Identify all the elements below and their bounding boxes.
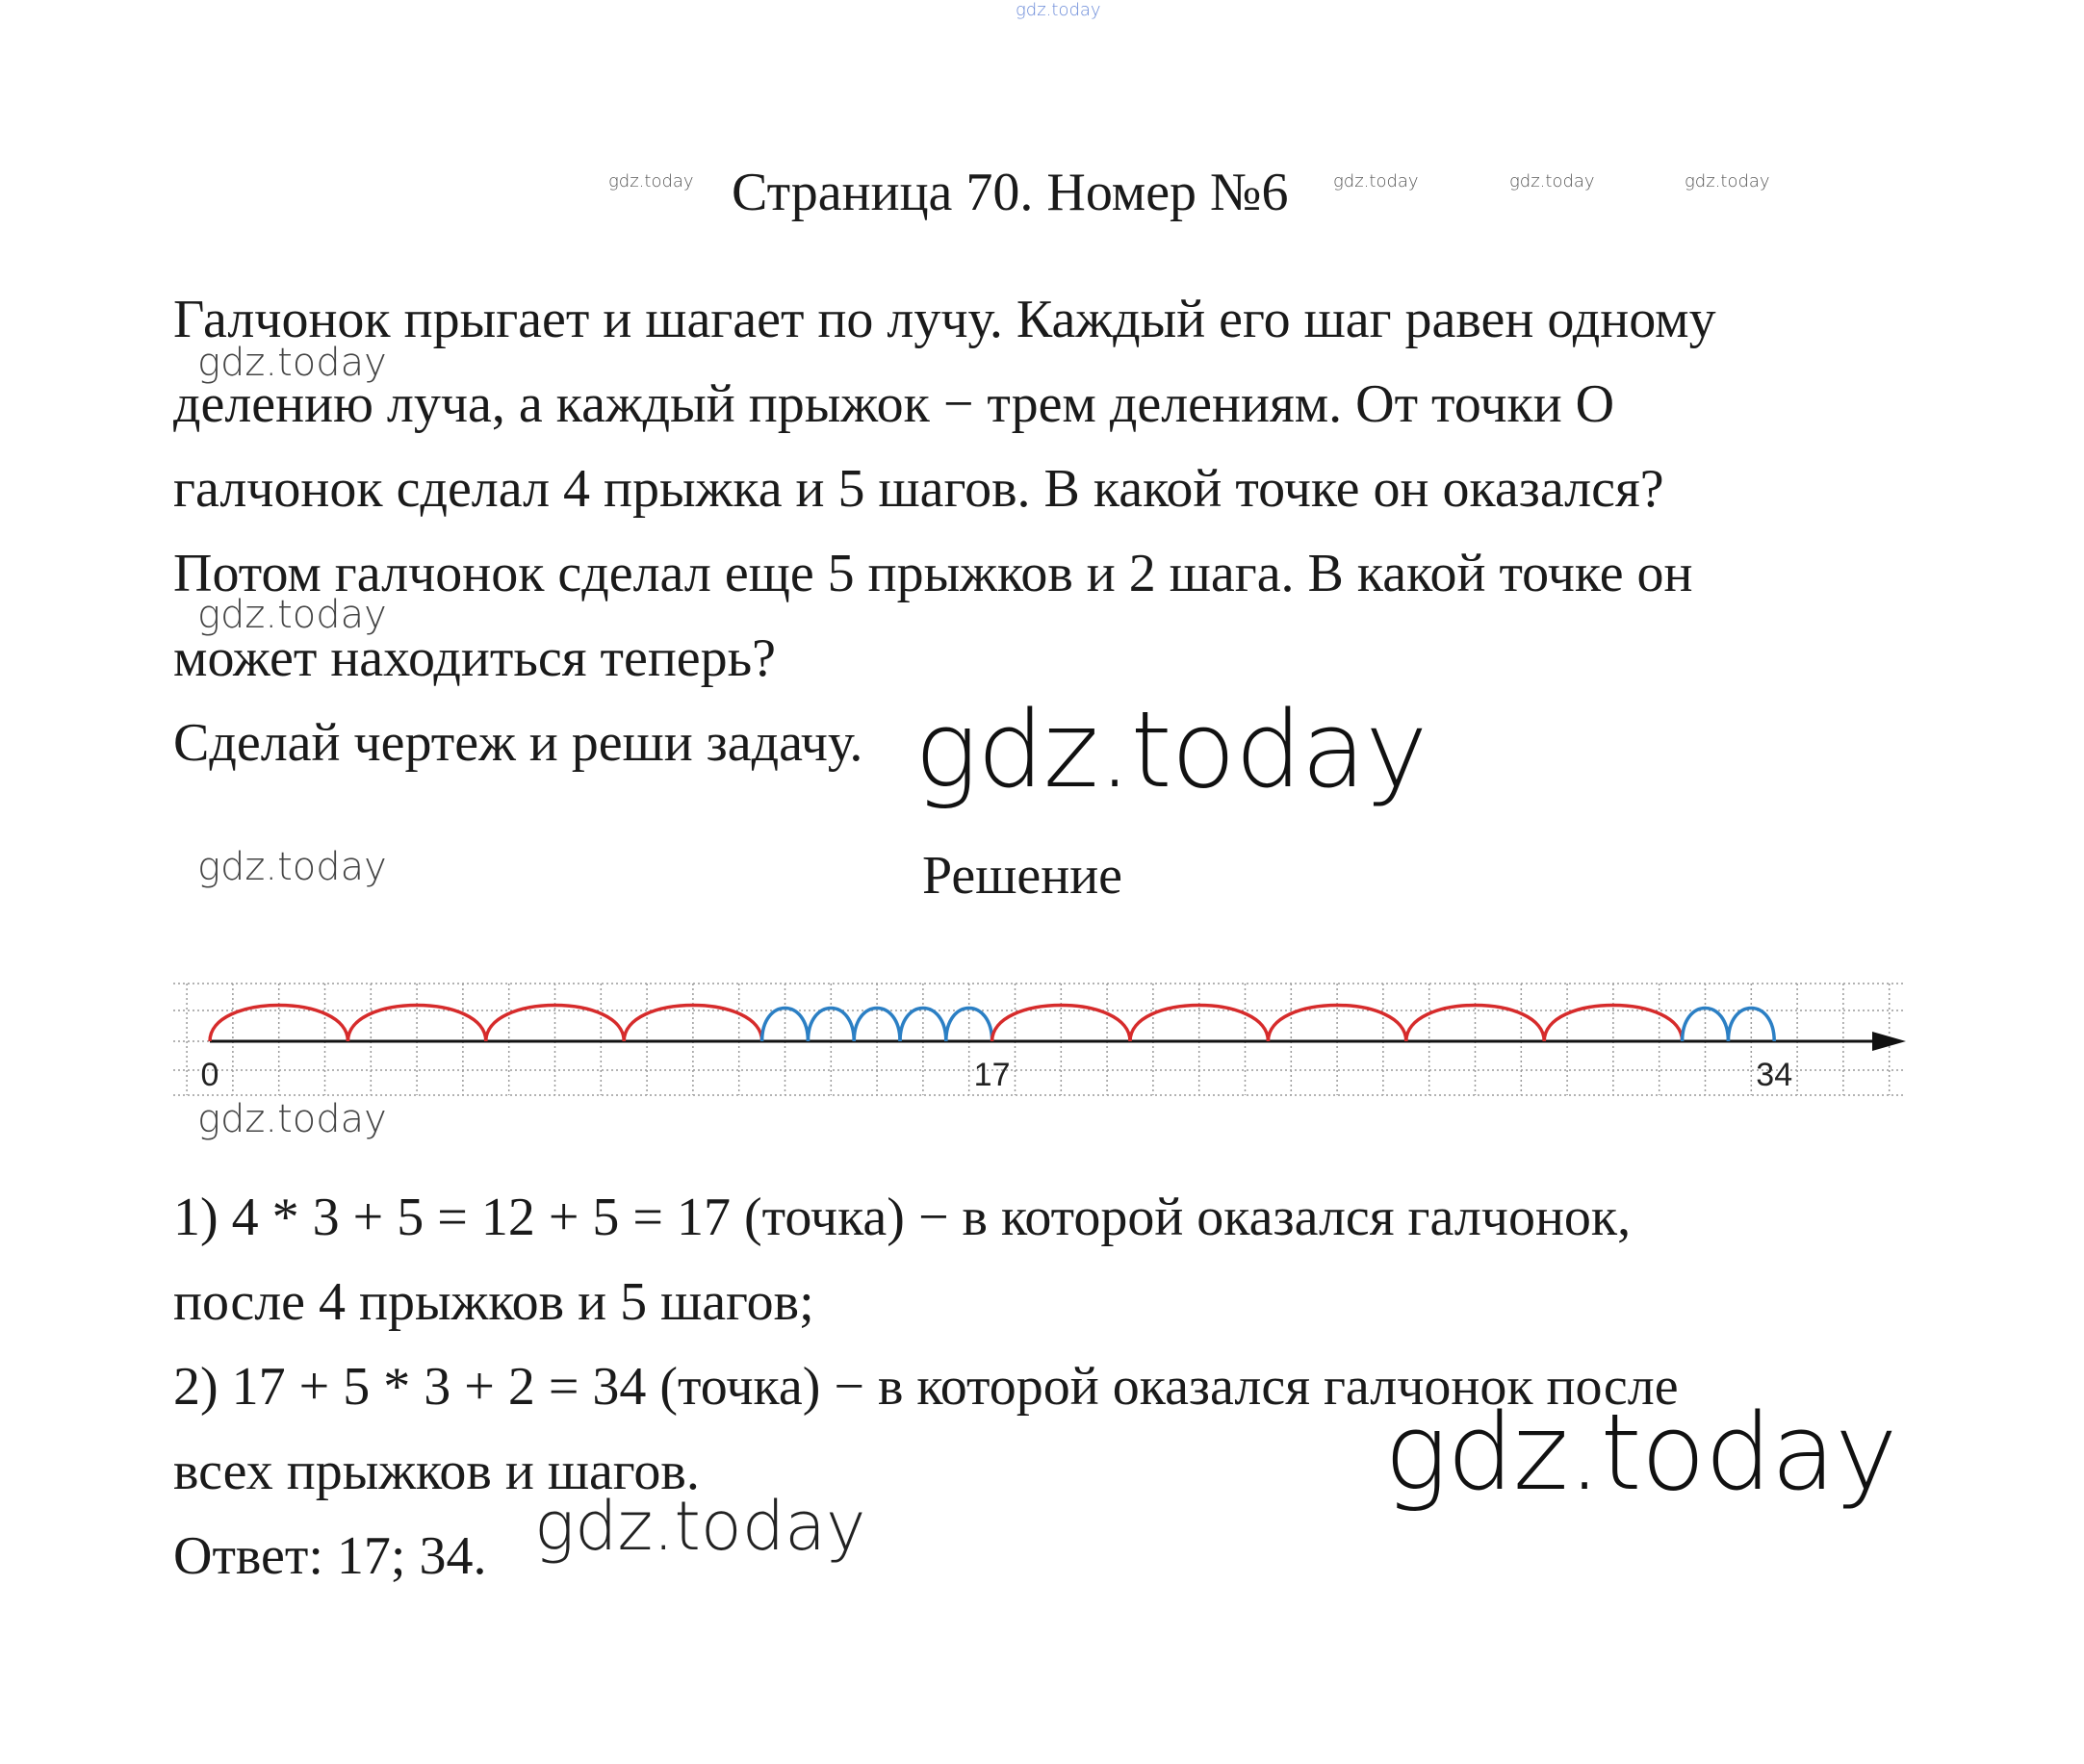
problem-line: делению луча, а каждый прыжок − трем делениям. От точки О (173, 374, 1615, 434)
problem-line: Сделай чертеж и реши задачу. (173, 713, 863, 773)
solution-line: всех прыжков и шагов. (173, 1442, 700, 1501)
watermark: gdz.today (608, 171, 694, 192)
solution-line: 1) 4 * 3 + 5 = 12 + 5 = 17 (точка) − в которой оказался галчонок, (173, 1188, 1632, 1247)
tick-label: 34 (1756, 1057, 1793, 1093)
watermark: gdz.today (534, 1487, 866, 1566)
watermark: gdz.today (1333, 171, 1419, 192)
watermark: gdz.today (197, 1097, 387, 1141)
watermark: gdz.today (914, 688, 1428, 811)
problem-line: Галчонок прыгает и шагает по лучу. Каждый его шаг равен одному (173, 290, 1716, 349)
answer-line: Ответ: 17; 34. (173, 1526, 487, 1586)
watermark-top: gdz.today (1016, 0, 1101, 20)
watermark: gdz.today (1509, 171, 1595, 192)
problem-line: галчонок сделал 4 прыжка и 5 шагов. В какой точке он оказался? (173, 459, 1664, 519)
problem-line: Потом галчонок сделал еще 5 прыжков и 2 шага. В какой точке он (173, 544, 1693, 603)
number-ray (173, 972, 1935, 1116)
tick-label: 17 (973, 1057, 1011, 1093)
watermark: gdz.today (1685, 171, 1770, 192)
solution-line: после 4 прыжков и 5 шагов; (173, 1272, 814, 1332)
tick-label: 0 (200, 1057, 219, 1093)
solution-heading: Решение (922, 846, 1123, 906)
solution-line: 2) 17 + 5 * 3 + 2 = 34 (точка) − в которой оказался галчонок после (173, 1357, 1679, 1417)
watermark: gdz.today (1384, 1391, 1897, 1514)
problem-line: может находиться теперь? (173, 628, 777, 688)
watermark: gdz.today (197, 845, 387, 889)
watermark: gdz.today (197, 341, 387, 385)
watermark: gdz.today (197, 593, 387, 637)
page-title: Страница 70. Номер №6 (732, 163, 1289, 222)
